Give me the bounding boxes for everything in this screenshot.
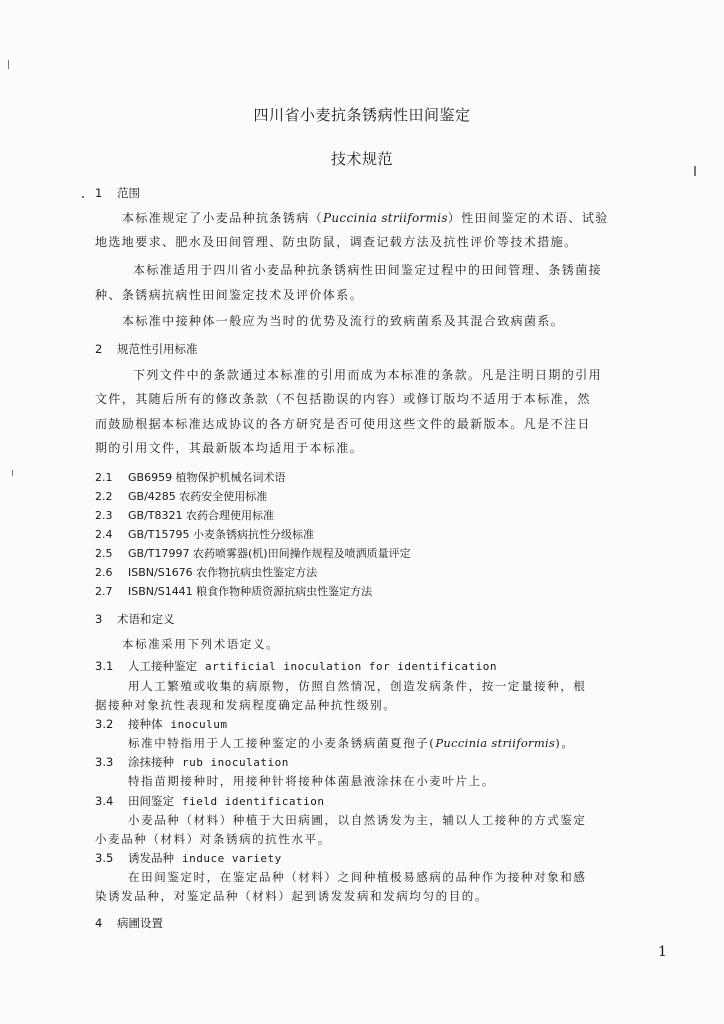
reference-number: 2.5 bbox=[95, 547, 113, 560]
text-run: 本标准规定了小麦品种抗条锈病（ bbox=[122, 211, 324, 225]
section-2-heading bbox=[95, 341, 198, 357]
term-number: 3.1 bbox=[95, 659, 114, 673]
latin-name: Puccinia striiformis bbox=[323, 211, 448, 225]
term-english: induce variety bbox=[182, 852, 282, 865]
term-english: artificial inoculation for identification bbox=[205, 660, 498, 673]
scan-mark bbox=[12, 470, 13, 476]
paragraph-line: 本标准中接种体一般应为当时的优势及流行的致病菌系及其混合致病菌系。 bbox=[122, 314, 565, 328]
reference-text: ISBN/S1441 粮食作物种质资源抗病虫性鉴定方法 bbox=[128, 585, 373, 598]
paragraph-line: 而鼓励根据本标准达成协议的各方研究是否可使用这些文件的最新版本。凡是不注日 bbox=[95, 417, 591, 431]
term-3-1 bbox=[95, 658, 497, 674]
page-number: 1 bbox=[658, 944, 667, 960]
term-chinese: 诱发品种 bbox=[128, 851, 174, 865]
reference-item bbox=[95, 507, 274, 523]
definition-line: 用人工繁殖或收集的病原物，仿照自然情况，创造发病条件，按一定量接种，根 bbox=[128, 679, 587, 693]
paragraph-line: 种、条锈病抗病性田间鉴定技术及评价体系。 bbox=[95, 288, 364, 302]
section-number: 1 bbox=[95, 186, 103, 200]
definition-line: 在田间鉴定时，在鉴定品种（材料）之间种植极易感病的品种作为接种对象和感 bbox=[128, 870, 587, 884]
term-3-5 bbox=[95, 850, 282, 866]
paragraph-line: 文件，其随后所有的修改条款（不包括勘误的内容）或修订版均不适用于本标准，然 bbox=[95, 392, 591, 406]
text-run: 标准中特指用于人工接种鉴定的小麦条锈病菌夏孢子( bbox=[128, 736, 436, 750]
reference-item bbox=[95, 545, 411, 561]
reference-item bbox=[95, 564, 317, 580]
term-number: 3.5 bbox=[95, 851, 114, 865]
reference-number: 2.6 bbox=[95, 566, 113, 579]
section-3-heading bbox=[95, 611, 175, 627]
term-number: 3.2 bbox=[95, 717, 114, 731]
paragraph-line: 下列文件中的条款通过本标准的引用而成为本标准的条款。凡是注明日期的引用 bbox=[133, 368, 603, 382]
section-4-heading bbox=[95, 915, 163, 931]
scan-mark bbox=[8, 60, 9, 69]
paragraph-line: 本标准采用下列术语定义。 bbox=[122, 637, 280, 651]
term-chinese: 人工接种鉴定 bbox=[128, 659, 197, 673]
reference-text: GB/T17997 农药喷雾器(机)田间操作规程及喷洒质量评定 bbox=[128, 547, 411, 560]
paragraph-line: 本标准适用于四川省小麦品种抗条锈病性田间鉴定过程中的田间管理、条锈菌接 bbox=[133, 263, 603, 277]
definition-line bbox=[128, 735, 574, 751]
reference-text: GB/T8321 农药合理使用标准 bbox=[128, 509, 274, 522]
section-title: 病圃设置 bbox=[117, 916, 163, 930]
reference-text: GB6959 植物保护机械名词术语 bbox=[128, 471, 286, 484]
reference-number: 2.3 bbox=[95, 509, 113, 522]
definition-line: 特指苗期接种时，用接种针将接种体菌悬液涂抹在小麦叶片上。 bbox=[128, 774, 495, 788]
term-english: rub inoculation bbox=[182, 756, 289, 769]
term-chinese: 涂抹接种 bbox=[128, 755, 174, 769]
text-run: )。 bbox=[555, 736, 575, 750]
reference-number: 2.7 bbox=[95, 585, 113, 598]
section-number: 4 bbox=[95, 916, 103, 930]
latin-name: Puccinia striiformis bbox=[435, 736, 556, 750]
reference-item bbox=[95, 488, 267, 504]
definition-line: 小麦品种（材料）种植于大田病圃，以自然诱发为主，辅以人工接种的方式鉴定 bbox=[128, 813, 587, 827]
term-english: inoculum bbox=[170, 718, 228, 731]
scan-mark bbox=[82, 196, 84, 198]
term-chinese: 接种体 bbox=[128, 717, 163, 731]
reference-text: GB/4285 农药安全使用标准 bbox=[128, 490, 268, 503]
reference-number: 2.4 bbox=[95, 528, 113, 541]
reference-text: ISBN/S1676 农作物抗病虫性鉴定方法 bbox=[128, 566, 318, 579]
section-title: 范围 bbox=[117, 186, 140, 200]
reference-number: 2.2 bbox=[95, 490, 113, 503]
section-title: 术语和定义 bbox=[117, 612, 175, 626]
paragraph-line: 地选地要求、肥水及田间管理、防虫防鼠，调查记载方法及抗性评价等技术措施。 bbox=[95, 235, 578, 249]
paragraph-line bbox=[122, 206, 609, 230]
definition-line: 染诱发品种，对鉴定品种（材料）起到诱发发病和发病均匀的目的。 bbox=[95, 889, 488, 903]
reference-item bbox=[95, 583, 372, 599]
definition-line: 据接种对象抗性表现和发病程度确定品种抗性级别。 bbox=[95, 698, 397, 712]
section-1-heading bbox=[95, 185, 140, 201]
section-number: 2 bbox=[95, 342, 103, 356]
reference-text: GB/T15795 小麦条锈病抗性分级标准 bbox=[128, 528, 314, 541]
term-3-4 bbox=[95, 793, 324, 809]
paragraph-line: 期的引用文件，其最新版本均适用于本标准。 bbox=[95, 441, 364, 455]
term-3-2 bbox=[95, 716, 227, 732]
scan-mark bbox=[694, 166, 696, 176]
reference-item bbox=[95, 469, 286, 485]
term-3-3 bbox=[95, 754, 289, 770]
text-run: ）性田间鉴定的术语、试验 bbox=[447, 211, 609, 225]
term-english: field identification bbox=[182, 795, 325, 808]
section-title: 规范性引用标准 bbox=[117, 342, 198, 356]
document-title: 四川省小麦抗条锈病性田间鉴定 bbox=[253, 106, 471, 124]
document-subtitle: 技术规范 bbox=[330, 150, 393, 168]
reference-item bbox=[95, 526, 314, 542]
term-number: 3.3 bbox=[95, 755, 114, 769]
term-number: 3.4 bbox=[95, 794, 114, 808]
section-number: 3 bbox=[95, 612, 103, 626]
definition-line: 小麦品种（材料）对条锈病的抗性水平。 bbox=[95, 832, 331, 846]
reference-number: 2.1 bbox=[95, 471, 113, 484]
term-chinese: 田间鉴定 bbox=[128, 794, 174, 808]
